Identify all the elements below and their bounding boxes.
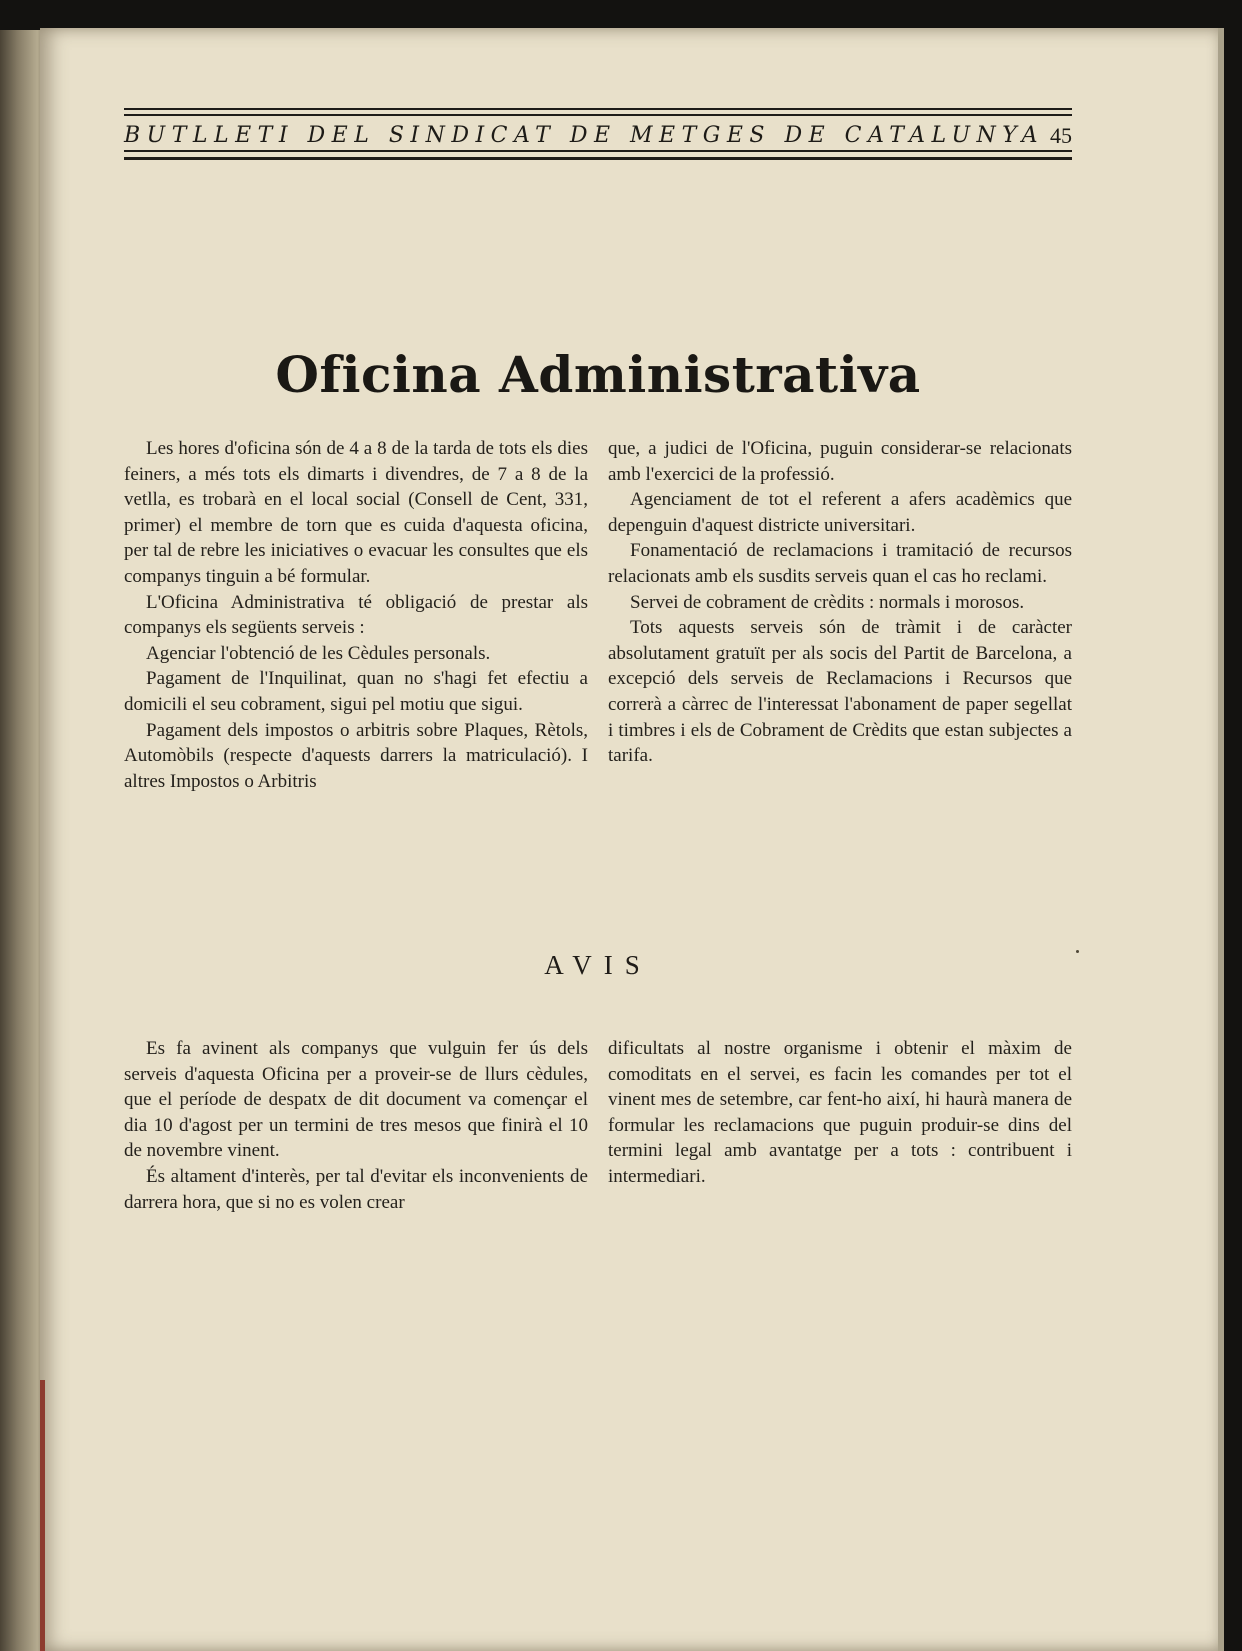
header-rule-bottom-2 — [124, 157, 1072, 160]
page-right-edge — [1218, 28, 1224, 1651]
notice-paragraph: Es fa avinent als companys que vulguin fer ús dels serveis d'aquesta Oficina per a proveir-se de llurs cèdules, que el període de despatx de dit document va començar el dia 10 d'agost per un termini de tres mesos que finirà el 10 de novembre vinent. — [124, 1038, 588, 1162]
article-paragraph: Pagament dels impostos o arbitris sobre Plaques, Rètols, Automòbils (respecte d'aquests darrers la matriculació). I altres Impostos o Arbitris — [124, 719, 588, 792]
notice-paragraph: És altament d'interès, per tal d'evitar els inconvenients de darrera hora, que si no es volen crear — [124, 1165, 588, 1213]
header-rule-top — [124, 108, 1072, 110]
article-paragraph: Agenciament de tot el referent a afers acadèmics que depenguin d'aquest districte universitari. — [608, 489, 1072, 536]
running-header — [124, 120, 1072, 150]
article-paragraph: Servei de cobrament de crèdits : normals i morosos. — [630, 591, 1025, 613]
notice-title: AVIS — [544, 950, 652, 980]
article-title: Oficina Administrativa — [275, 345, 921, 404]
header-rule-bottom — [124, 150, 1072, 152]
article-paragraph: Fonamentació de reclamacions i tramitació de recursos relacionats amb els susdits serveis quan el cas ho reclami. — [608, 540, 1072, 587]
article-paragraph: Les hores d'oficina són de 4 a 8 de la tarda de tots els dies feiners, a més tots els dimarts i divendres, de 7 a 8 de la vetlla, es trobarà en el local social (Consell de Cent, 331, primer) el membre de torn que es cuida d'aquesta oficina, per tal de rebre les iniciatives o evacuar les consultes que els companys tinguin a bé formular. — [124, 438, 588, 587]
page-number: 45 — [1050, 123, 1072, 148]
notice-left-column — [124, 1036, 588, 1215]
article-paragraph: Pagament de l'Inquilinat, quan no s'hagi fet efectiu a domicili el seu cobrament, sigui pel motiu que sigui. — [124, 668, 588, 715]
article-right-column — [608, 436, 1072, 769]
book-spine-edge — [0, 30, 44, 1651]
notice-right-column — [608, 1036, 1072, 1190]
running-title: BUTLLETI DEL SINDICAT DE METGES DE CATALUNYA — [124, 123, 1044, 148]
paper-page — [40, 28, 1222, 1651]
header-rule-top-2 — [124, 114, 1072, 116]
article-paragraph: que, a judici de l'Oficina, puguin considerar-se relacionats amb l'exercici de la professió. — [608, 438, 1072, 485]
page-edge-mark — [40, 1380, 45, 1651]
article-paragraph: L'Oficina Administrativa té obligació de prestar als companys els següents serveis : — [124, 591, 588, 639]
paper-speck — [1076, 950, 1079, 953]
article-left-column — [124, 436, 588, 794]
article-paragraph: Tots aquests serveis són de tràmit i de caràcter absolutament gratuït per als socis del Partit de Barcelona, a excepció dels serveis de Reclamacions i Recursos que correrà a càrrec de l'interessat l'abonament de paper segellat i timbres i els de Cobrament de Crèdits que estan subjectes a tarifa. — [608, 617, 1072, 767]
article-paragraph: Agenciar l'obtenció de les Cèdules personals. — [146, 642, 491, 664]
notice-paragraph: dificultats al nostre organisme i obtenir el màxim de comoditats en el servei, es facin les comandes per tot el vinent mes de setembre, car fent-ho així, hi haurà manera de formular les reclamacions que puguin produir-se dins del termini legal amb avantatge per a tots : contribuent i intermediari. — [608, 1038, 1072, 1187]
